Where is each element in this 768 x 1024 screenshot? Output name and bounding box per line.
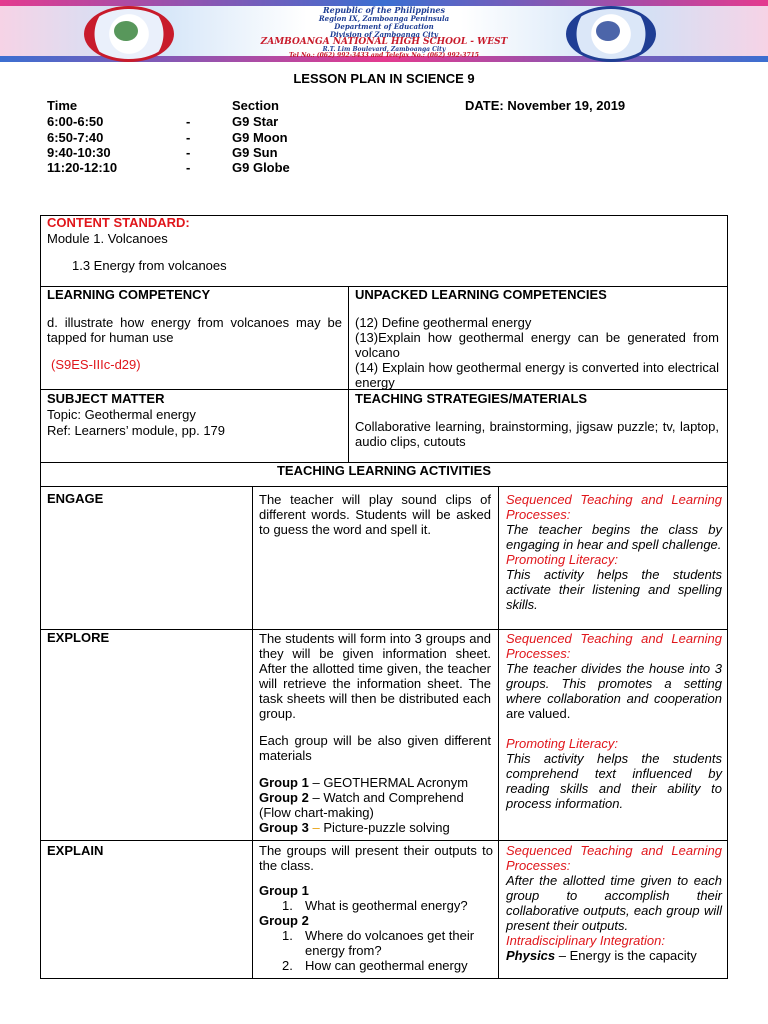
engage-notes — [506, 492, 722, 612]
sequenced-teaching-text: The teacher begins the class by engaging in hear and spell challenge. — [506, 522, 722, 552]
table-border — [40, 215, 41, 979]
subject-matter-topic: Topic: Geothermal energy — [47, 407, 196, 422]
unpacked-competencies-list — [355, 315, 719, 390]
explore-materials-text: Each group will be also given different materials — [259, 733, 491, 763]
group-separator: – — [308, 775, 324, 790]
schedule-dash: - — [186, 145, 191, 160]
schedule-dash: - — [186, 160, 191, 175]
explore-instructions: The students will form into 3 groups and they will be given information sheet. After the allotted time given, the teacher will retrieve the information sheet. The task sheets will then be distributed each group. — [259, 631, 491, 721]
time-header: Time — [47, 98, 78, 113]
schedule-time: 6:00-6:50 — [47, 114, 104, 129]
learning-competency-text: d. illustrate how energy from volcanoes may be tapped for human use — [47, 315, 342, 345]
table-row-line — [40, 486, 728, 487]
schedule-section: G9 Star — [232, 114, 279, 129]
sequenced-teaching-label: Sequenced Teaching and Learning Processes: — [506, 631, 722, 661]
group-separator: – — [308, 790, 324, 805]
sequenced-teaching-label: Sequenced Teaching and Learning Processes: — [506, 843, 722, 873]
group-item — [259, 790, 491, 820]
unpacked-item: (13)Explain how geothermal energy can be generated from volcano — [355, 330, 719, 360]
explore-activity-text — [259, 631, 491, 835]
schedule-time: 9:40-10:30 — [47, 145, 111, 160]
header-region: Region IX, Zamboanga Peninsula — [318, 14, 450, 23]
promoting-literacy-label: Promoting Literacy: — [506, 736, 618, 751]
table-border — [727, 215, 728, 979]
promoting-literacy-label: Promoting Literacy: — [506, 552, 618, 567]
lesson-date: DATE: November 19, 2019 — [465, 98, 626, 113]
table-border — [40, 978, 728, 979]
header-division: Division of Zamboanga City — [329, 30, 438, 39]
unpacked-item: (12) Define geothermal energy — [355, 315, 532, 330]
header-republic: Republic of the Philippines — [322, 5, 445, 15]
promoting-literacy-text: This activity helps the students activate their listening and spelling skills. — [506, 567, 722, 612]
content-standard-module: Module 1. Volcanoes — [47, 231, 168, 246]
explain-instructions: The groups will present their outputs to the class. — [259, 843, 493, 873]
schedule-section: G9 Sun — [232, 145, 278, 160]
group-name: Group 3 — [259, 820, 309, 835]
group-item — [259, 775, 491, 790]
group-separator: – — [308, 820, 324, 835]
school-header-banner — [0, 0, 768, 62]
header-telephone: Tel No.: (062) 992-3433 and Telefax No.: (062) 992-3715 — [289, 52, 479, 59]
group-description: Watch and Comprehend (Flow chart-making) — [259, 790, 464, 820]
unpacked-item: (14) Explain how geothermal energy is converted into electrical energy — [355, 360, 719, 390]
explain-question: 1. What is geothermal energy? — [282, 898, 468, 913]
intradisciplinary-integration-label: Intradisciplinary Integration: — [506, 933, 665, 948]
section-header: Section — [232, 98, 279, 113]
explain-group-name: Group 1 — [259, 883, 309, 898]
unpacked-competencies-label: UNPACKED LEARNING COMPETENCIES — [355, 287, 607, 302]
schedule-time: 11:20-12:10 — [47, 160, 118, 175]
table-col-line — [498, 486, 499, 979]
explain-question: 2. How can geothermal energy — [282, 958, 468, 973]
explore-label: EXPLORE — [47, 630, 110, 645]
explore-notes — [506, 631, 722, 811]
table-col-line — [252, 486, 253, 979]
physics-label: Physics — [506, 948, 556, 963]
explain-notes — [506, 843, 722, 963]
teaching-strategies-text: Collaborative learning, brainstorming, jigsaw puzzle; tv, laptop, audio clips, cutouts — [355, 419, 719, 449]
teaching-activities-header: TEACHING LEARNING ACTIVITIES — [276, 463, 492, 478]
group-description: Picture-puzzle solving — [323, 820, 450, 835]
learning-competency-label: LEARNING COMPETENCY — [47, 287, 211, 302]
explain-label: EXPLAIN — [47, 843, 104, 858]
teaching-strategies-label: TEACHING STRATEGIES/MATERIALS — [355, 391, 588, 406]
sequenced-teaching-text: After the allotted time given to each group to accomplish their collaborative outputs, each group will present their outputs. — [506, 873, 722, 933]
schedule-section: G9 Moon — [232, 130, 288, 145]
sequenced-teaching-text: are valued. — [506, 706, 571, 721]
schedule-dash: - — [186, 114, 191, 129]
table-row-line — [40, 840, 728, 841]
explain-group-name: Group 2 — [259, 913, 309, 928]
group-item — [259, 820, 491, 835]
schedule-dash: - — [186, 130, 191, 145]
learning-competency-code: (S9ES-IIIc-d29) — [51, 357, 141, 372]
table-col-line — [348, 286, 349, 463]
table-row-line — [40, 629, 728, 630]
sequenced-teaching-text: This promotes a setting where collaboration and cooperation — [506, 676, 722, 706]
physics-text: – Energy is the capacity — [555, 948, 697, 963]
lesson-plan-title: LESSON PLAN IN SCIENCE 9 — [293, 71, 475, 86]
explain-question: 1. Where do volcanoes get their energy from? — [282, 928, 475, 958]
content-standard-label: CONTENT STANDARD: — [47, 215, 190, 230]
header-school-name: ZAMBOANGA NATIONAL HIGH SCHOOL - WEST — [260, 37, 508, 47]
sequenced-teaching-label: Sequenced Teaching and Learning Processes: — [506, 492, 722, 522]
sequenced-teaching-text: The teacher divides the house into 3 groups. — [506, 661, 722, 691]
header-department: Department of Education — [334, 22, 434, 31]
promoting-literacy-text: This activity helps the students comprehend text influenced by reading skills and their ability to process information. — [506, 751, 722, 811]
subject-matter-reference: Ref: Learners’ module, pp. 179 — [47, 423, 226, 438]
group-name: Group 1 — [259, 775, 309, 790]
engage-label: ENGAGE — [47, 491, 104, 506]
group-name: Group 2 — [259, 790, 309, 805]
schedule-time: 6:50-7:40 — [47, 130, 104, 145]
schedule-section: G9 Globe — [232, 160, 290, 175]
content-standard-topic: 1.3 Energy from volcanoes — [72, 258, 227, 273]
subject-matter-label: SUBJECT MATTER — [47, 391, 165, 406]
header-address: R.T. Lim Boulevard, Zamboanga City — [322, 46, 446, 53]
group-description: GEOTHERMAL Acronym — [323, 775, 469, 790]
engage-activity-text: The teacher will play sound clips of different words. Students will be asked to guess the word and spell it. — [259, 492, 491, 537]
explain-activity-text — [259, 843, 493, 973]
